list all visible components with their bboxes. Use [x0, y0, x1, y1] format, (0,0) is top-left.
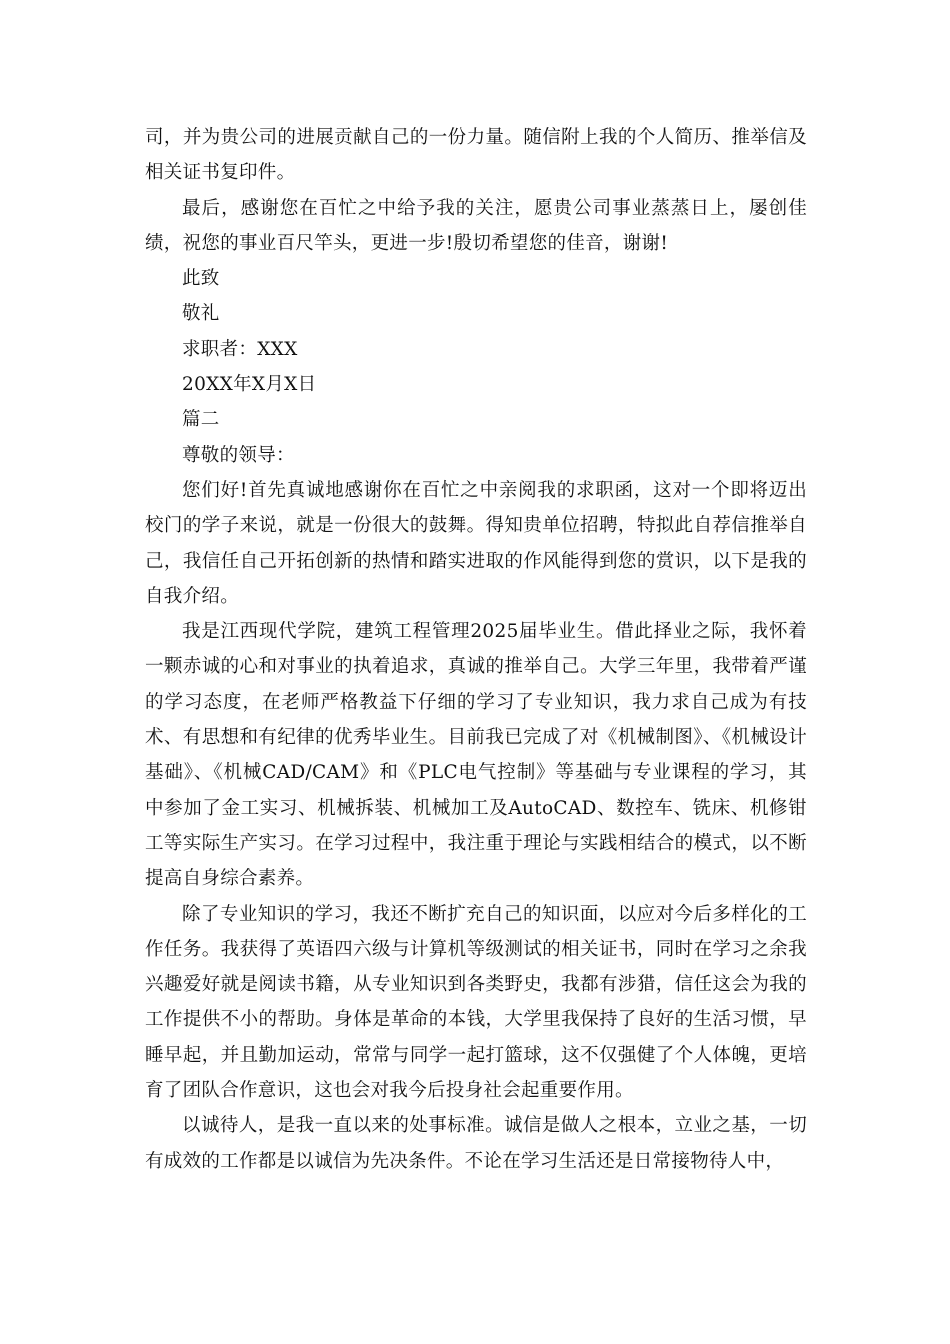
paragraph-closing-thanks: 最后，感谢您在百忙之中给予我的关注，愿贵公司事业蒸蒸日上，屡创佳绩，祝您的事业百尺竿头，更进一步!殷切希望您的佳音，谢谢!: [145, 197, 807, 254]
body-paragraph: 您们好!首先真诚地感谢你在百忙之中亲阅我的求职函，这对一个即将迈出校门的学子来说，就是一份很大的鼓舞。得知贵单位招聘，特拟此自荐信推举自己，我信任自己开拓创新的热情和踏实进取的作风能得到您的赏识，以下是我的自我介绍。: [145, 479, 807, 607]
body-paragraph: 我是江西现代学院，建筑工程管理2025届毕业生。借此择业之际，我怀着一颗赤诚的心和对事业的执着追求，真诚的推举自己。大学三年里，我带着严谨的学习态度，在老师严格教益下仔细的学习了专业知识，我力求自己成为有技术、有思想和有纪律的优秀毕业生。目前我已完成了对《机械制图》、《机械设计基础》、《机械CAD/CAM》和《PLC电气控制》等基础与专业课程的学习，其中参加了金工实习、机械拆装、机械加工及AutoCAD、数控车、铣床、机修钳工等实际生产实习。在学习过程中，我注重于理论与实践相结合的模式，以不断提高自身综合素养。: [145, 621, 807, 890]
paragraph-continued: 司，并为贵公司的进展贡献自己的一份力量。随信附上我的个人简历、推举信及相关证书复印件。: [145, 127, 807, 184]
section-title: 篇二: [182, 409, 220, 431]
body-paragraph: 除了专业知识的学习，我还不断扩充自己的知识面，以应对今后多样化的工作任务。我获得了英语四六级与计算机等级测试的相关证书，同时在学习之余我兴趣爱好就是阅读书籍，从专业知识到各类野史，我都有涉猎，信任这会为我的工作提供不小的帮助。身体是革命的本钱，大学里我保持了良好的生活习惯，早睡早起，并且勤加运动，常常与同学一起打篮球，这不仅强健了个人体魄，更培育了团队合作意识，这也会对我今后投身社会起重要作用。: [145, 903, 807, 1102]
closing-cizhi: 此致: [182, 268, 220, 290]
body-paragraph: 以诚待人，是我一直以来的处事标准。诚信是做人之根本，立业之基，一切有成效的工作都是以诚信为先决条件。不论在学习生活还是日常接物待人中，: [145, 1115, 807, 1172]
closing-jingli: 敬礼: [182, 303, 220, 325]
applicant-name: 求职者：XXX: [182, 338, 298, 360]
letter-date: 20XX年X月X日: [182, 374, 317, 396]
salutation: 尊敬的领导：: [182, 444, 295, 466]
document-page: [145, 120, 807, 1179]
